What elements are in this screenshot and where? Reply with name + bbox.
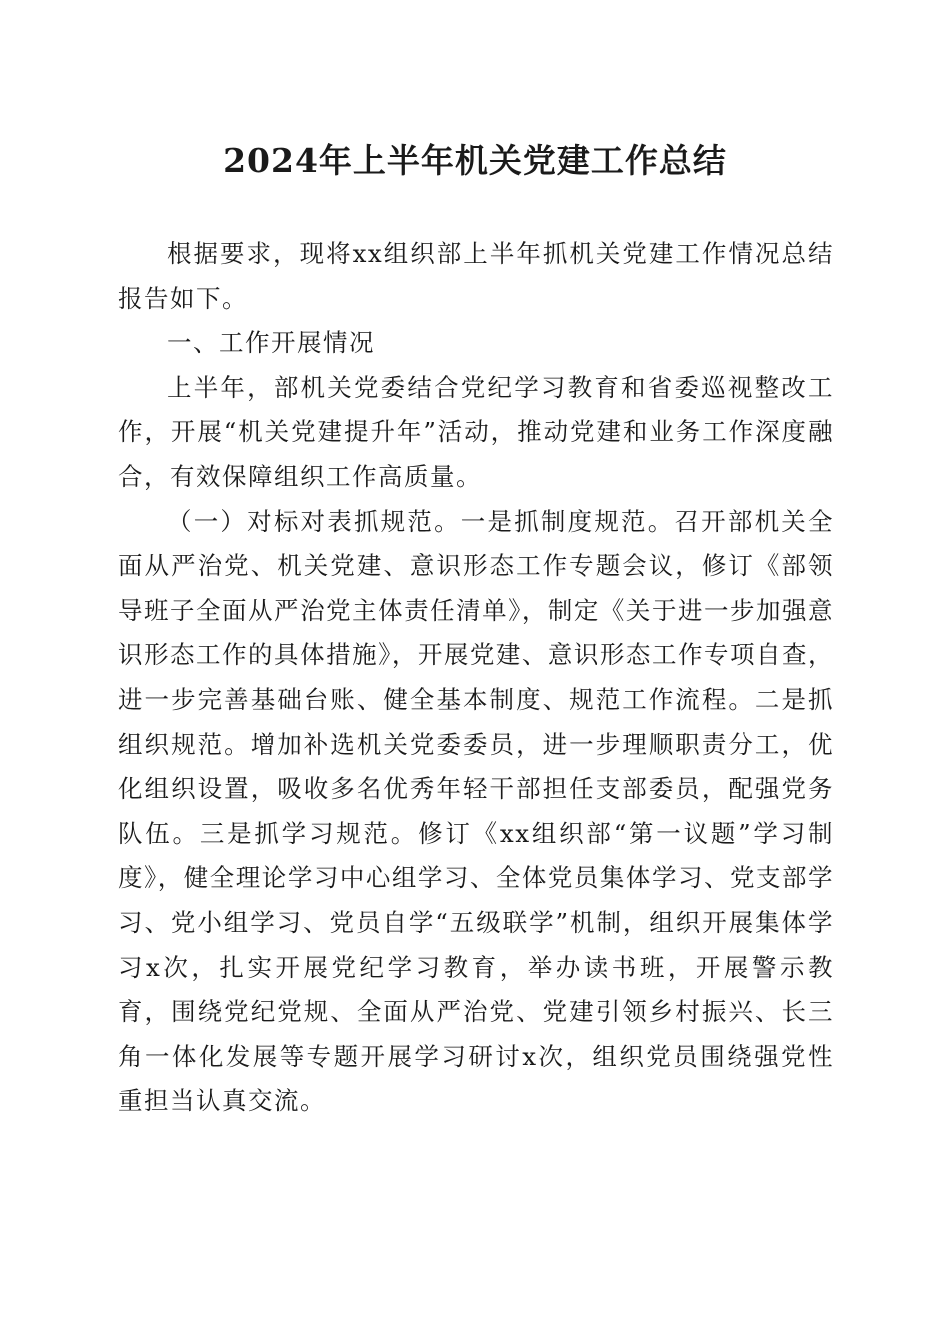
section-heading: 一、工作开展情况 [167, 328, 375, 358]
subsection-text: 一是抓制度规范。召开部机关全面从严治党、机关党建、意识形态工作专题会议，修订《部领导班子全面从严治党主体责任清单》，制定《关于进一步加强意识形态工作的具体措施》，开展党建、意识形态工作专项自查，进一步完善基础台账、健全基本制度、规范工作流程。二是抓组织规范。增加补选机关党委委员，进一步理顺职责分工，优化组织设置，吸收多名优秀年轻干部担任支部委员，配强党务队伍。三是抓学习规范。修订《xx组织部“第一议题”学习制度》，健全理论学习中心组学习、全体党员集体学习、党支部学习、党小组学习、党员自学“五级联学”机制，组织开展集体学习x次，扎实开展党纪学习教育，举办读书班，开展警示教育，围绕党纪党规、全面从严治党、党建引领乡村振兴、长三角一体化发展等专题开展学习研讨x次，组织党员围绕强党性重担当认真交流。 [118, 506, 835, 1116]
subsection-heading: （一）对标对表抓规范。 [167, 506, 461, 536]
document-body [118, 232, 834, 1124]
subsection-paragraph [118, 500, 834, 1124]
document-title: 2024年上半年机关党建工作总结 [223, 141, 727, 180]
section-summary-paragraph: 上半年，部机关党委结合党纪学习教育和省委巡视整改工作，开展“机关党建提升年”活动，推动党建和业务工作深度融合，有效保障组织工作高质量。 [118, 372, 834, 491]
intro-paragraph: 根据要求，现将xx组织部上半年抓机关党建工作情况总结报告如下。 [118, 239, 834, 313]
